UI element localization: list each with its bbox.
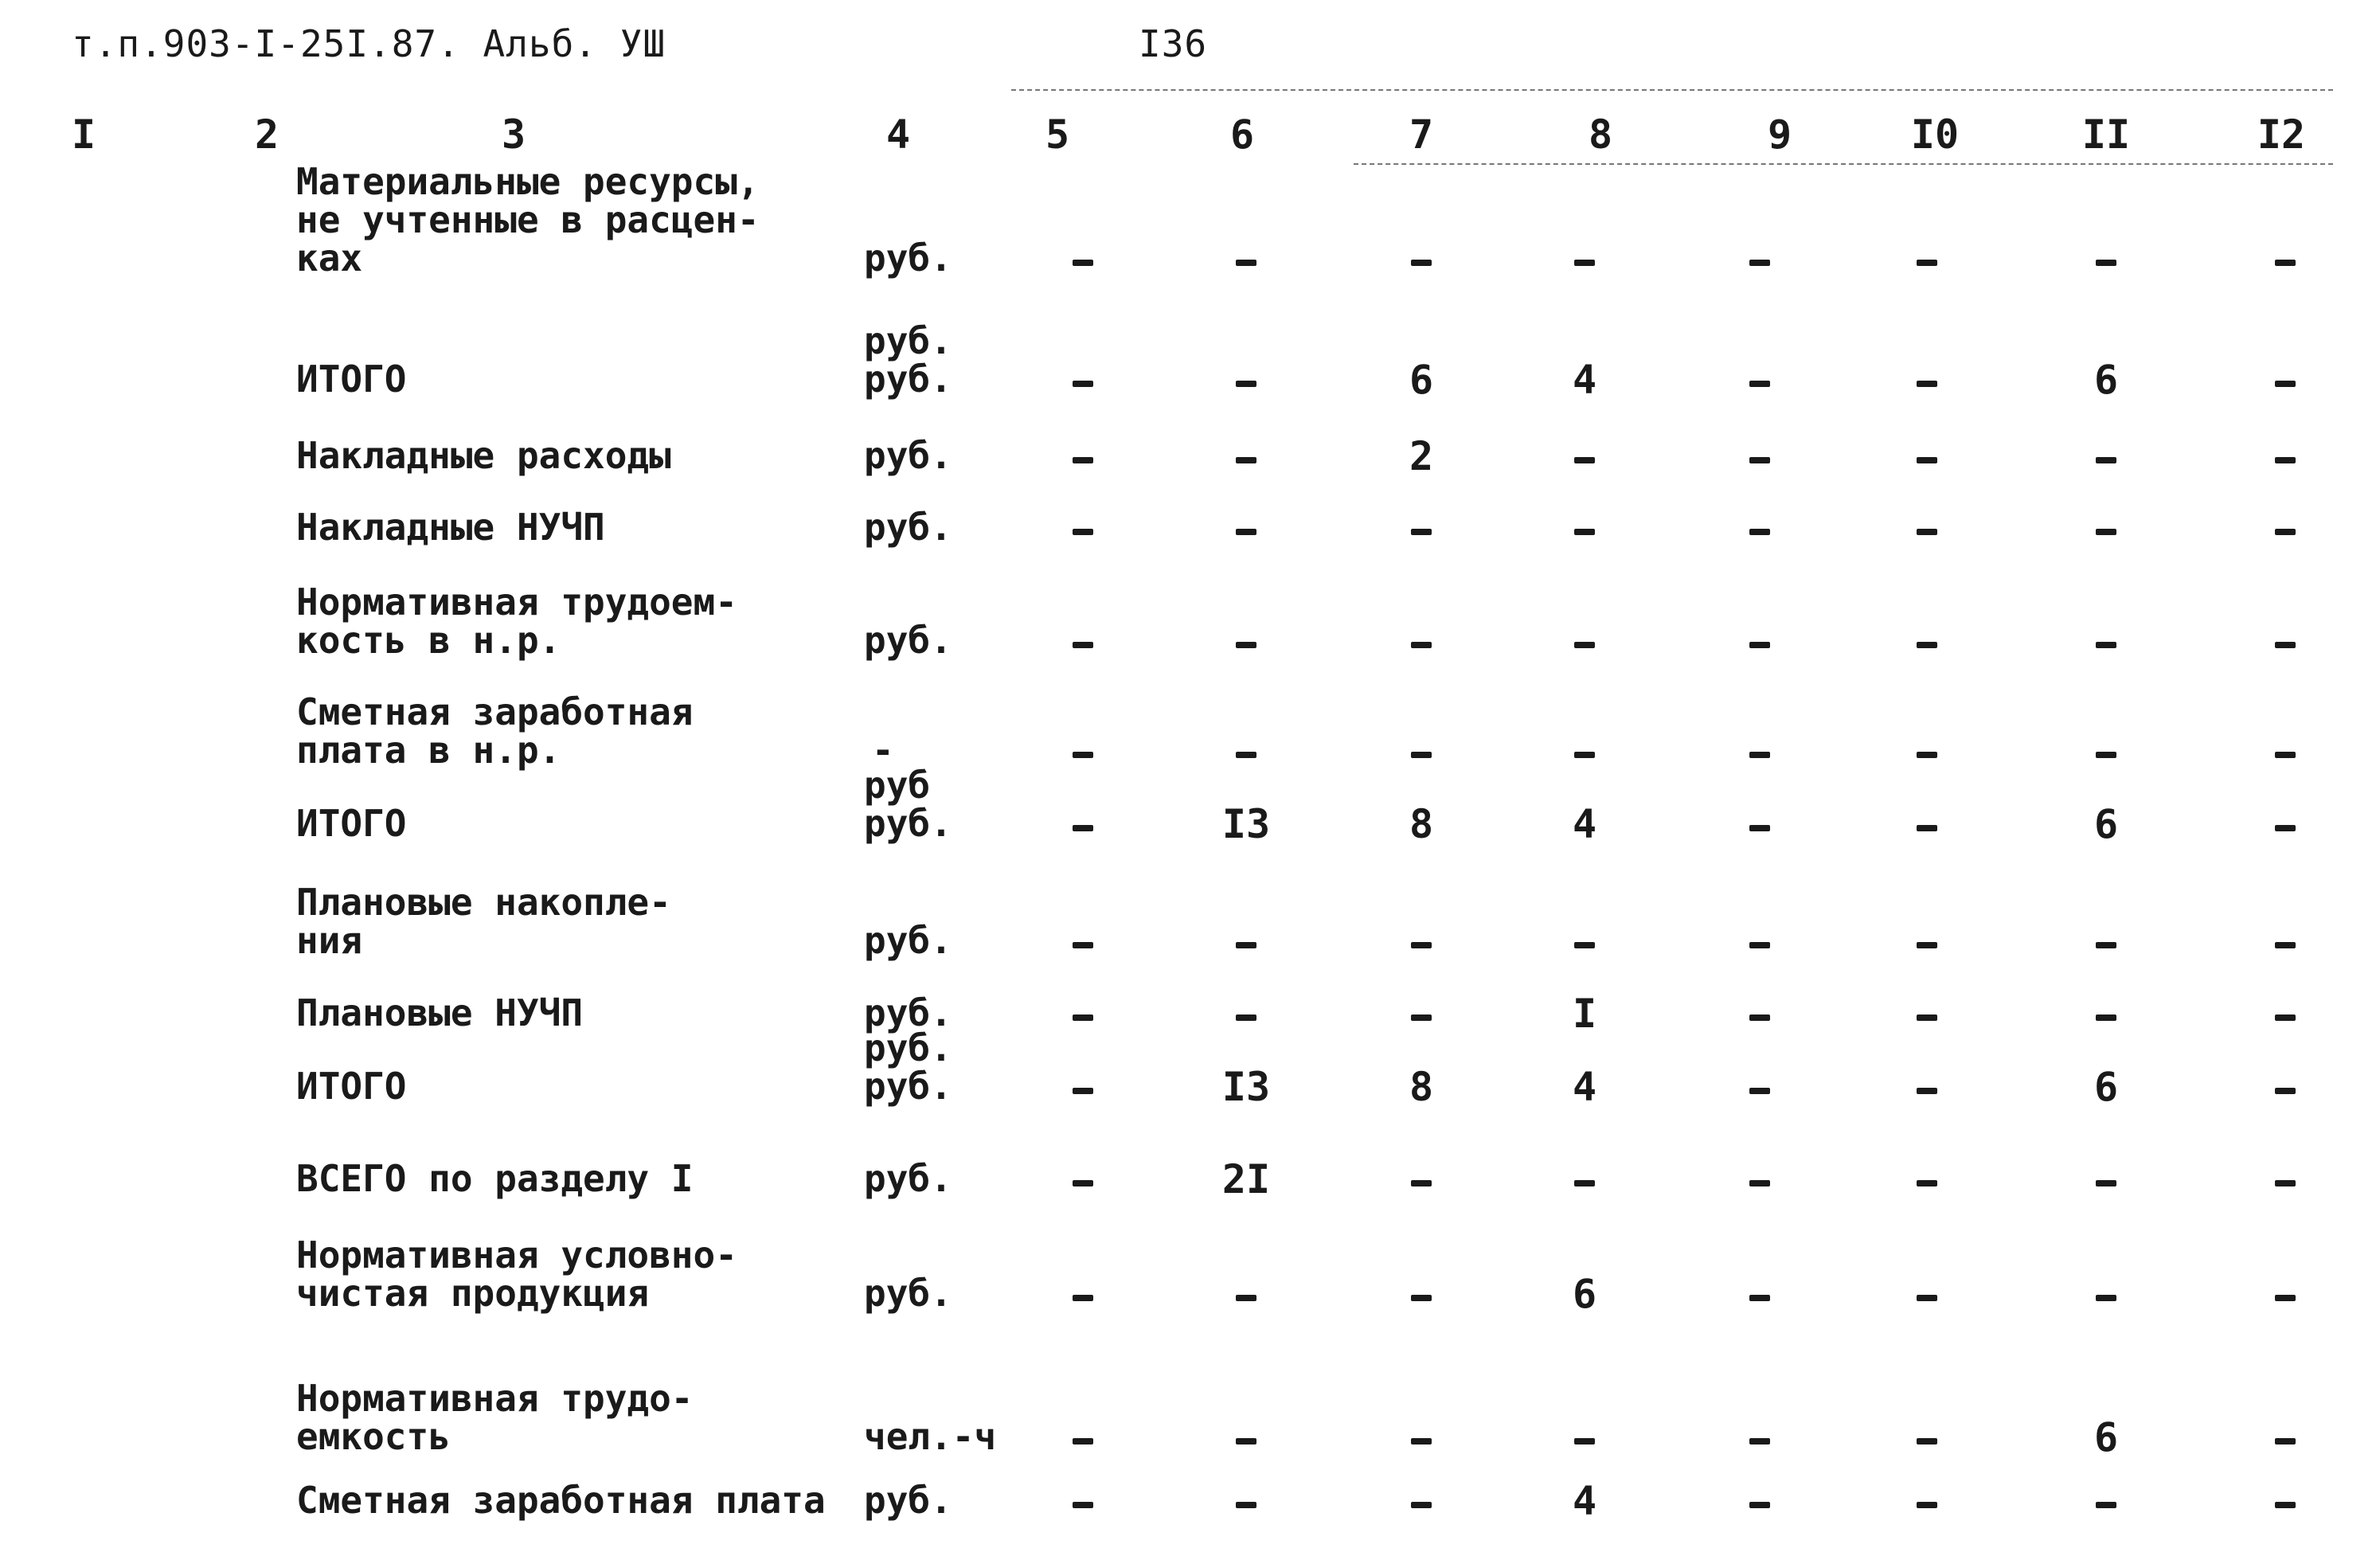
dash-cell <box>2096 1180 2116 1186</box>
dash-cell <box>2275 1088 2296 1094</box>
dash-cell <box>2096 752 2116 758</box>
dash-cell <box>1574 457 1595 463</box>
dash-cell <box>1411 1295 1432 1301</box>
dash-cell <box>1749 381 1770 387</box>
dash-cell <box>1236 752 1256 758</box>
dash-cell <box>1574 942 1595 948</box>
dash-cell <box>1749 1088 1770 1094</box>
row-unit: руб руб. <box>864 764 952 845</box>
value-cell: I <box>1572 991 1597 1037</box>
dash-cell <box>2096 260 2116 266</box>
dash-cell <box>1411 752 1432 758</box>
value-cell: 8 <box>1409 801 1434 847</box>
dash-cell <box>1236 1295 1256 1301</box>
row-unit: чел.-ч <box>864 1415 997 1458</box>
dash-cell <box>2275 1180 2296 1186</box>
dash-cell <box>2096 1295 2116 1301</box>
dash-cell <box>1917 260 1937 266</box>
dash-cell <box>1073 942 1093 948</box>
value-cell: 6 <box>1409 357 1434 403</box>
row-description: Материальные ресурсы, не учтенные в расцен- ках <box>296 160 760 280</box>
row-unit: руб. <box>864 506 952 549</box>
row-description: ИТОГО <box>296 1065 407 1108</box>
row-description: Нормативная трудо- емкость <box>296 1377 694 1458</box>
column-number: I0 <box>1910 111 1960 158</box>
dash-cell <box>2275 942 2296 948</box>
dash-cell <box>1917 1502 1937 1508</box>
dash-cell <box>2096 1502 2116 1508</box>
dash-cell <box>1574 642 1595 648</box>
row-description: ИТОГО <box>296 802 407 845</box>
dash-cell <box>1574 1180 1595 1186</box>
dash-cell <box>2096 529 2116 535</box>
dash-cell <box>1073 1180 1093 1186</box>
row-unit: руб. <box>864 1157 952 1200</box>
dash-cell <box>1073 825 1093 831</box>
column-number: II <box>2081 111 2131 158</box>
value-cell: 6 <box>2093 1064 2119 1110</box>
dash-cell <box>1073 381 1093 387</box>
dash-cell <box>2096 942 2116 948</box>
dash-cell <box>2275 825 2296 831</box>
dash-cell <box>1574 1438 1595 1444</box>
dash-cell <box>2096 1014 2116 1021</box>
dash-cell <box>1749 1295 1770 1301</box>
column-number: 5 <box>1045 111 1070 158</box>
dash-cell <box>1073 529 1093 535</box>
dash-cell <box>1917 1180 1937 1186</box>
row-unit: руб. <box>864 991 952 1034</box>
dash-cell <box>2275 260 2296 266</box>
dash-cell <box>1749 1180 1770 1186</box>
value-cell: I3 <box>1221 1064 1271 1110</box>
dash-cell <box>1411 529 1432 535</box>
row-unit: руб. <box>864 434 952 477</box>
column-number: 9 <box>1767 111 1792 158</box>
dash-cell <box>1411 260 1432 266</box>
dash-cell <box>1073 457 1093 463</box>
page-number: I36 <box>1139 22 1208 65</box>
dash-cell <box>1411 1014 1432 1021</box>
dash-cell <box>1749 752 1770 758</box>
column-number: I <box>71 111 96 158</box>
value-cell: 4 <box>1572 357 1597 403</box>
row-unit: руб. <box>864 919 952 962</box>
row-description: Плановые накопле- ния <box>296 881 671 962</box>
row-unit: руб. руб. <box>864 1026 952 1108</box>
dash-cell <box>2275 1295 2296 1301</box>
dash-cell <box>2275 457 2296 463</box>
value-cell: 2 <box>1409 433 1434 479</box>
dash-cell <box>1574 529 1595 535</box>
row-description: Нормативная трудоем- кость в н.р. <box>296 581 737 662</box>
dash-cell <box>1574 752 1595 758</box>
value-cell: 4 <box>1572 1478 1597 1524</box>
column-number: 3 <box>501 111 526 158</box>
column-number: 7 <box>1409 111 1434 158</box>
row-unit: руб. <box>864 237 952 280</box>
dash-cell <box>2096 642 2116 648</box>
dash-cell <box>1749 1502 1770 1508</box>
value-cell: 6 <box>2093 357 2119 403</box>
dash-cell <box>1749 942 1770 948</box>
dash-cell <box>2275 529 2296 535</box>
dash-cell <box>1917 1295 1937 1301</box>
dash-cell <box>1236 260 1256 266</box>
dash-cell <box>1749 825 1770 831</box>
dash-cell <box>2275 642 2296 648</box>
dash-cell <box>1917 1088 1937 1094</box>
dash-cell <box>1917 942 1937 948</box>
value-cell: 4 <box>1572 1064 1597 1110</box>
dash-cell <box>1917 457 1937 463</box>
value-cell: 2I <box>1221 1156 1271 1202</box>
dash-cell <box>1917 825 1937 831</box>
dash-cell <box>1411 1438 1432 1444</box>
dash-cell <box>1236 381 1256 387</box>
dash-cell <box>1073 1088 1093 1094</box>
dash-cell <box>1236 529 1256 535</box>
row-unit: руб. <box>864 1479 952 1522</box>
dash-cell <box>1749 529 1770 535</box>
dash-cell <box>2275 1438 2296 1444</box>
row-unit: руб. руб. <box>864 319 952 401</box>
dash-cell <box>1236 457 1256 463</box>
value-cell: I3 <box>1221 801 1271 847</box>
column-number: 2 <box>254 111 279 158</box>
dash-cell <box>2275 752 2296 758</box>
document-code: т.п.903-I-25I.87. Альб. УШ <box>72 22 666 65</box>
dash-cell <box>1574 260 1595 266</box>
column-number: I2 <box>2257 111 2306 158</box>
dash-cell <box>2275 1502 2296 1508</box>
row-description: ВСЕГО по разделу I <box>296 1157 694 1200</box>
row-description: Накладные расходы <box>296 434 671 477</box>
dash-cell <box>1411 642 1432 648</box>
column-number: 6 <box>1229 111 1255 158</box>
dash-cell <box>1749 457 1770 463</box>
header-rule <box>1011 89 2333 91</box>
value-cell: 6 <box>1572 1271 1597 1317</box>
row-description: Накладные НУЧП <box>296 506 605 549</box>
dash-cell <box>1236 1014 1256 1021</box>
dash-cell <box>1411 1180 1432 1186</box>
dash-cell <box>1749 1438 1770 1444</box>
row-unit: - <box>872 729 894 772</box>
dash-cell <box>1073 642 1093 648</box>
value-cell: 4 <box>1572 801 1597 847</box>
column-number: 8 <box>1588 111 1613 158</box>
dash-cell <box>2275 381 2296 387</box>
column-number: 4 <box>885 111 911 158</box>
value-cell: 6 <box>2093 1414 2119 1460</box>
dash-cell <box>1917 642 1937 648</box>
dash-cell <box>1073 1502 1093 1508</box>
row-description: Плановые НУЧП <box>296 991 584 1034</box>
row-description: Сметная заработная плата в н.р. <box>296 690 694 772</box>
dash-cell <box>1073 1014 1093 1021</box>
dash-cell <box>1917 1438 1937 1444</box>
dash-cell <box>2275 1014 2296 1021</box>
dash-cell <box>1236 642 1256 648</box>
dash-cell <box>2096 457 2116 463</box>
value-cell: 6 <box>2093 801 2119 847</box>
dash-cell <box>1073 1438 1093 1444</box>
dash-cell <box>1073 752 1093 758</box>
dash-cell <box>1749 260 1770 266</box>
dash-cell <box>1073 260 1093 266</box>
dash-cell <box>1917 529 1937 535</box>
dash-cell <box>1749 642 1770 648</box>
row-unit: руб. <box>864 1272 952 1315</box>
dash-cell <box>1236 1438 1256 1444</box>
dash-cell <box>1073 1295 1093 1301</box>
column-number-underline <box>1354 163 2333 165</box>
dash-cell <box>1917 1014 1937 1021</box>
dash-cell <box>1749 1014 1770 1021</box>
value-cell: 8 <box>1409 1064 1434 1110</box>
row-description: ИТОГО <box>296 358 407 401</box>
dash-cell <box>1917 752 1937 758</box>
dash-cell <box>1236 1502 1256 1508</box>
row-description: Сметная заработная плата <box>296 1479 826 1522</box>
dash-cell <box>1917 381 1937 387</box>
dash-cell <box>1411 1502 1432 1508</box>
row-unit: руб. <box>864 619 952 662</box>
dash-cell <box>1236 942 1256 948</box>
row-description: Нормативная условно- чистая продукция <box>296 1233 737 1315</box>
dash-cell <box>1411 942 1432 948</box>
